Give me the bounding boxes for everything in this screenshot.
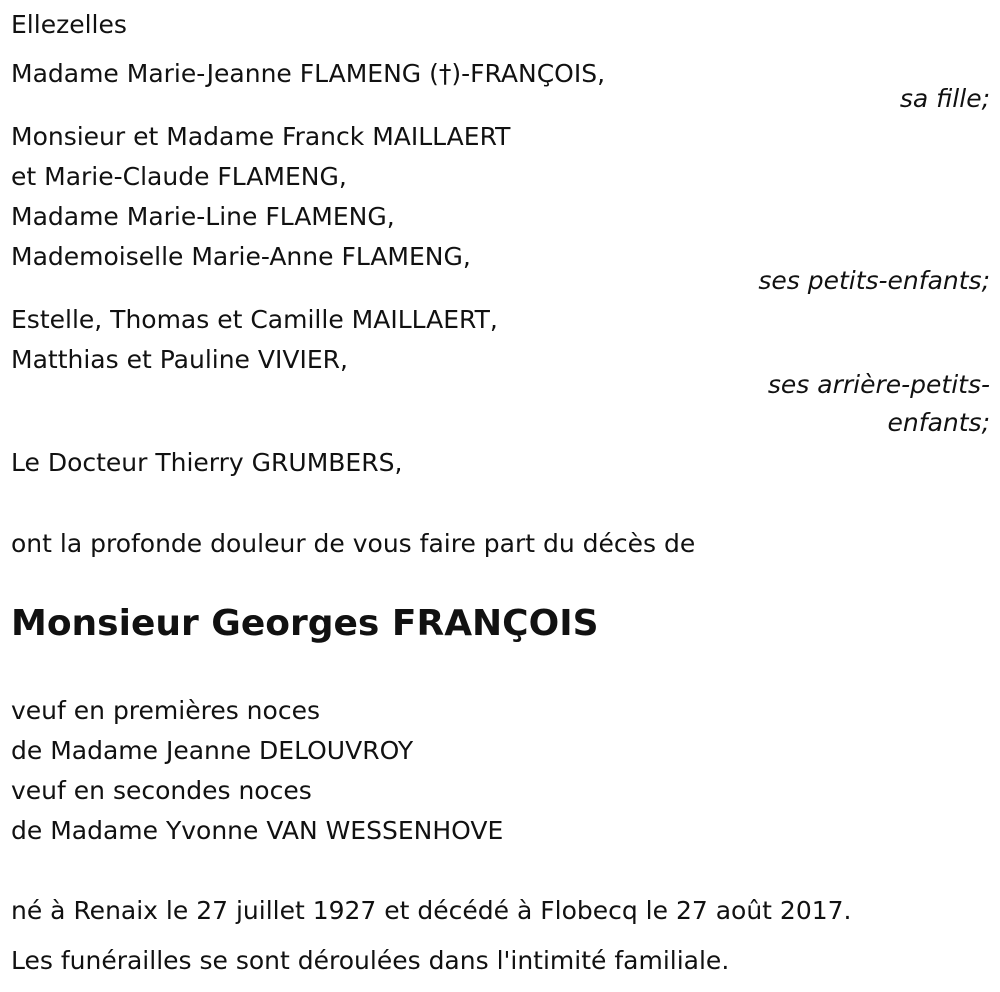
daughter-line: Madame Marie-Jeanne FLAMENG (†)-FRANÇOIS, bbox=[11, 59, 606, 88]
relation-great-grandchildren-2: enfants; bbox=[887, 408, 990, 437]
relation-great-grandchildren-1: ses arrière-petits- bbox=[767, 370, 990, 399]
widower-line-2: de Madame Jeanne DELOUVROY bbox=[11, 736, 414, 765]
announcement-line: ont la profonde douleur de vous faire part du décès de bbox=[11, 529, 696, 558]
widower-line-4: de Madame Yvonne VAN WESSENHOVE bbox=[11, 816, 504, 845]
deceased-name: Monsieur Georges FRANÇOIS bbox=[11, 603, 599, 644]
grandchild-line-1: Monsieur et Madame Franck MAILLAERT bbox=[11, 122, 511, 151]
relation-grandchildren: ses petits-enfants; bbox=[758, 266, 990, 295]
birth-death-line: né à Renaix le 27 juillet 1927 et décédé à Flobecq le 27 août 2017. bbox=[11, 896, 852, 925]
great-grandchild-line-1: Estelle, Thomas et Camille MAILLAERT, bbox=[11, 305, 498, 334]
funeral-line: Les funérailles se sont déroulées dans l'intimité familiale. bbox=[11, 946, 730, 975]
widower-line-1: veuf en premières noces bbox=[11, 696, 320, 725]
widower-line-3: veuf en secondes noces bbox=[11, 776, 312, 805]
grandchild-line-3: Madame Marie-Line FLAMENG, bbox=[11, 202, 395, 231]
great-grandchild-line-2: Matthias et Pauline VIVIER, bbox=[11, 345, 348, 374]
doctor-line: Le Docteur Thierry GRUMBERS, bbox=[11, 448, 403, 477]
relation-daughter: sa fille; bbox=[899, 84, 990, 113]
grandchild-line-4: Mademoiselle Marie-Anne FLAMENG, bbox=[11, 242, 471, 271]
grandchild-line-2: et Marie-Claude FLAMENG, bbox=[11, 162, 347, 191]
place-name: Ellezelles bbox=[11, 10, 127, 39]
